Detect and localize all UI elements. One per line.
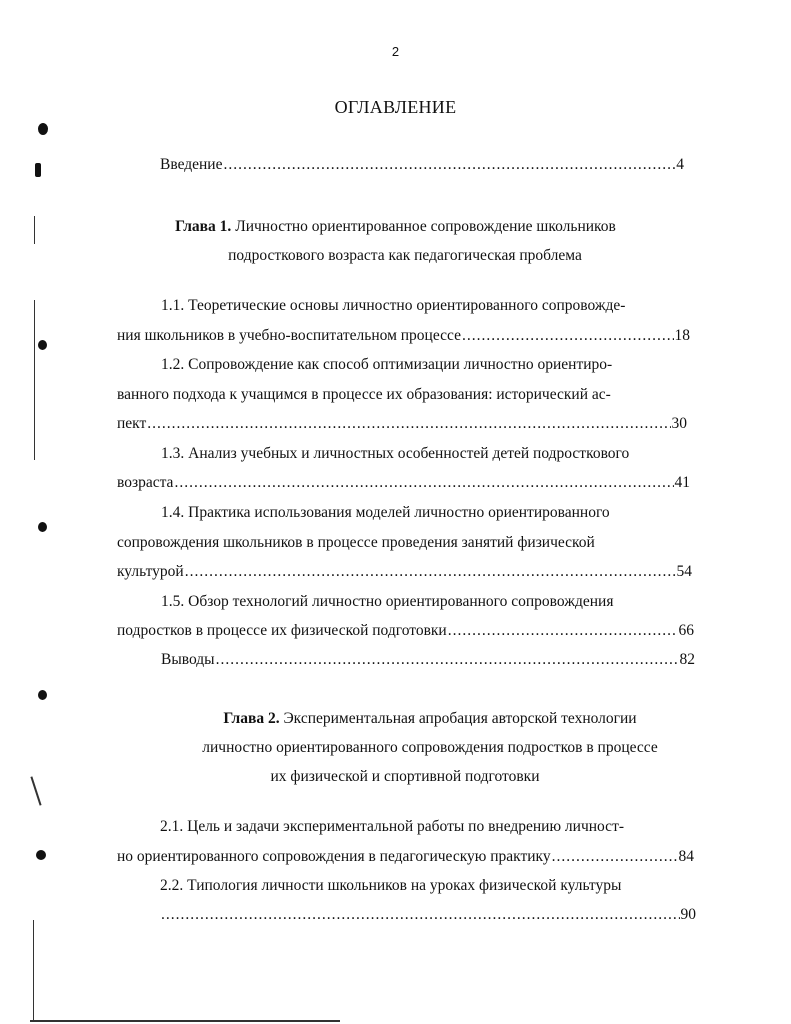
binder-hole-mark <box>38 690 47 700</box>
binder-hole-mark <box>38 522 47 532</box>
leader-dots <box>448 621 678 641</box>
toc-entry-2-2-line1[interactable]: 2.2. Типология личности школьников на уроках физической культуры <box>160 877 622 894</box>
toc-title: ОГЛАВЛЕНИЕ <box>334 97 457 117</box>
leader-dots <box>552 847 678 867</box>
entry-page: 84 <box>678 848 694 865</box>
toc-entry-conclusions[interactable] <box>161 650 695 670</box>
chapter1-prefix: Глава 1. <box>175 218 232 235</box>
entry-label: Выводы <box>161 651 215 668</box>
entry-label: Введение <box>160 156 223 173</box>
entry-label: подростков в процессе их физической подготовки <box>117 622 447 639</box>
toc-entry-1-2-line1[interactable]: 1.2. Сопровождение как способ оптимизации личностно ориентиро- <box>161 356 613 373</box>
toc-entry-1-3-line2[interactable] <box>117 473 690 493</box>
entry-page: 66 <box>678 622 694 639</box>
chapter1-title-line1: Личностно ориентированное сопровождение школьников <box>235 218 616 235</box>
leader-dots <box>174 473 673 493</box>
chapter2-prefix: Глава 2. <box>223 710 280 727</box>
entry-page: 41 <box>674 474 690 491</box>
toc-entry-2-1-line2[interactable] <box>117 847 694 867</box>
chapter2-heading <box>0 709 791 729</box>
margin-line <box>33 920 34 1020</box>
binder-hole-mark <box>38 123 48 135</box>
toc-entry-intro[interactable] <box>160 155 684 175</box>
toc-entry-1-3-line1[interactable]: 1.3. Анализ учебных и личностных особенностей детей подросткового <box>161 445 630 462</box>
leader-dots <box>462 326 674 346</box>
leader-dots <box>161 905 680 925</box>
chapter2-title-line1: Экспериментальная апробация авторской технологии <box>283 710 637 727</box>
toc-entry-1-4-line1[interactable]: 1.4. Практика использования моделей личностно ориентированного <box>161 504 610 521</box>
leader-dots <box>216 650 679 670</box>
entry-label: ния школьников в учебно-воспитательном процессе <box>117 327 461 344</box>
chapter2-title-line2: личностно ориентированного сопровождения подростков в процессе <box>202 739 658 756</box>
entry-label: но ориентированного сопровождения в педагогическую практику <box>117 848 551 865</box>
page-number: 2 <box>391 44 400 59</box>
entry-page: 82 <box>679 651 695 668</box>
toc-entry-2-1-line1[interactable]: 2.1. Цель и задачи экспериментальной работы по внедрению личност- <box>160 818 625 835</box>
chapter1-heading <box>0 217 791 237</box>
binder-hole-mark <box>36 850 46 860</box>
entry-label: пект <box>117 415 147 432</box>
entry-label: возраста <box>117 474 174 491</box>
binder-hole-mark <box>35 163 41 177</box>
chapter2-title-line3: их физической и спортивной подготовки <box>270 768 540 785</box>
entry-page: 90 <box>680 906 696 923</box>
margin-line <box>34 300 35 460</box>
binder-hole-mark <box>38 340 47 350</box>
entry-page: 54 <box>676 563 692 580</box>
toc-entry-1-5-line2[interactable] <box>117 621 694 641</box>
entry-page: 30 <box>671 415 687 432</box>
chapter1-title-line2: подросткового возраста как педагогическая проблема <box>228 247 582 264</box>
entry-label: культурой <box>117 563 184 580</box>
toc-entry-1-4-line3[interactable] <box>117 562 692 582</box>
toc-entry-1-4-line2[interactable]: сопровождения школьников в процессе проведения занятий физической <box>117 534 595 551</box>
toc-entry-1-1-line1[interactable]: 1.1. Теоретические основы личностно ориентированного сопровожде- <box>161 297 626 314</box>
leader-dots <box>185 562 676 582</box>
toc-entry-1-1-line2[interactable] <box>117 326 690 346</box>
bottom-edge-line <box>30 1020 340 1022</box>
entry-page: 18 <box>674 327 690 344</box>
margin-line <box>34 216 35 244</box>
toc-entry-1-2-line3[interactable] <box>117 414 687 434</box>
toc-entry-1-2-line2[interactable]: ванного подхода к учащимся в процессе их образования: исторический ас- <box>117 386 611 403</box>
leader-dots <box>147 414 670 434</box>
toc-entry-1-5-line1[interactable]: 1.5. Обзор технологий личностно ориентированного сопровождения <box>161 593 614 610</box>
toc-entry-2-2-line2[interactable] <box>160 905 696 925</box>
entry-page: 4 <box>676 156 684 173</box>
leader-dots <box>223 155 675 175</box>
